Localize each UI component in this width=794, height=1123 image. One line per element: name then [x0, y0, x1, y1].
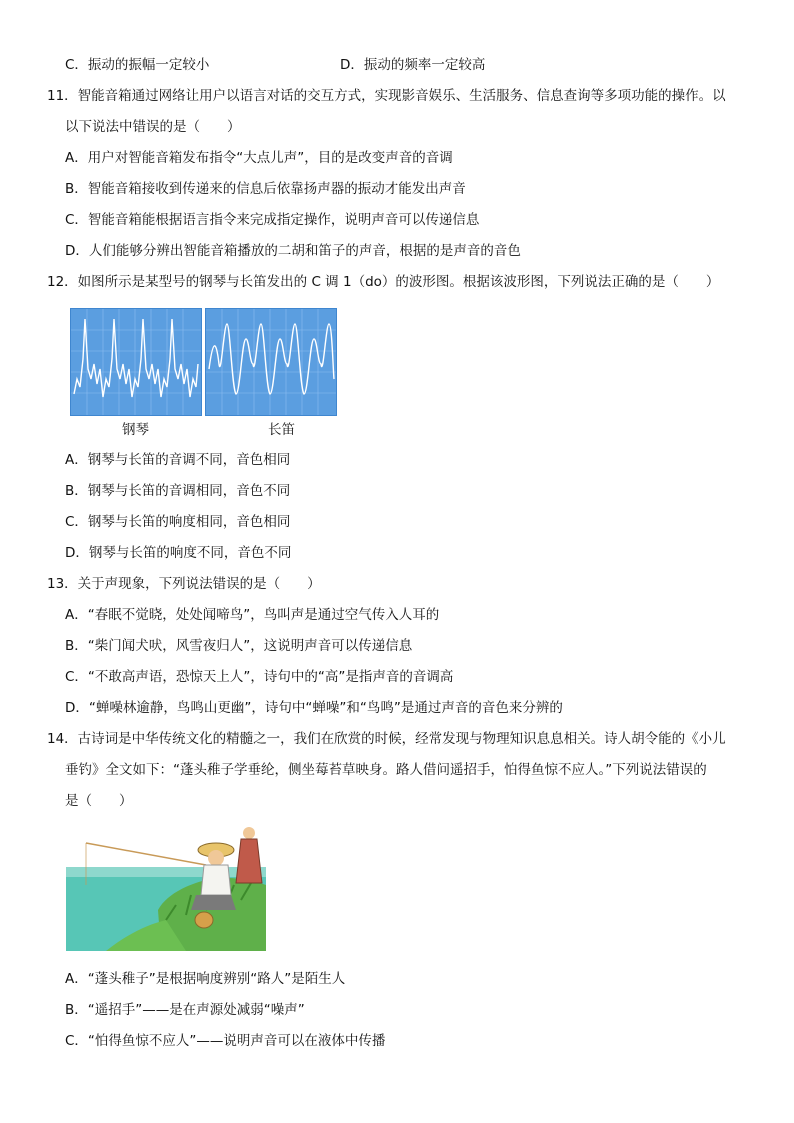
q14-stem-line2: 垂钓》全文如下：“蓬头稚子学垂纶，侧坐莓苔草映身。路人借问遥招手，怕得鱼惊不应人。”下列说法错误的: [65, 762, 707, 778]
q14-option-b: B．“遥招手”——是在声源处减弱“噪声”: [65, 1002, 305, 1018]
q10-option-d: D．振动的频率一定较高: [340, 57, 486, 73]
flute-grid: [206, 309, 336, 415]
q12-option-b: B．钢琴与长笛的音调相同，音色不同: [65, 483, 291, 499]
q11-option-c: C．智能音箱能根据语言指令来完成指定操作，说明声音可以传递信息: [65, 212, 480, 228]
q14-option-a: A．“蓬头稚子”是根据响度辨别“路人”是陌生人: [65, 971, 346, 987]
q13-option-a: A．“春眠不觉晓，处处闻啼鸟”，鸟叫声是通过空气传入人耳的: [65, 607, 440, 623]
q14-stem-line1: 14．古诗词是中华传统文化的精髓之一，我们在欣赏的时候，经常发现与物理知识息息相关。诗人胡令能的《小儿: [47, 731, 726, 747]
q13-option-b: B．“柴门闻犬吠，风雪夜归人”，这说明声音可以传递信息: [65, 638, 413, 654]
fishing-rod: [86, 843, 206, 865]
q12-option-a: A．钢琴与长笛的音调不同，音色相同: [65, 452, 291, 468]
boy-legs: [191, 895, 236, 910]
passerby-body: [236, 839, 262, 883]
fish-basket: [195, 912, 213, 928]
q13-stem: 13．关于声现象，下列说法错误的是（ ）: [47, 576, 321, 592]
piano-wave: [74, 319, 198, 397]
q13-option-c: C．“不敢高声语，恐惊天上人”，诗句中的“高”是指声音的音调高: [65, 669, 454, 685]
q11-stem-line2: 以下说法中错误的是（ ）: [65, 119, 241, 135]
flute-waveform-figure: [205, 308, 337, 416]
boy-head: [208, 850, 224, 866]
q12-option-d: D．钢琴与长笛的响度不同，音色不同: [65, 545, 292, 561]
fishing-scene-svg: [66, 825, 266, 951]
q11-option-b: B．智能音箱接收到传递来的信息后依靠扬声器的振动才能发出声音: [65, 181, 466, 197]
water-highlight: [66, 867, 266, 877]
piano-grid: [71, 309, 201, 415]
q11-stem-line1: 11．智能音箱通过网络让用户以语言对话的交互方式，实现影音娱乐、生活服务、信息查询等多项功能的操作。以: [47, 88, 726, 104]
piano-caption: 钢琴: [122, 422, 149, 438]
boy-body: [201, 865, 231, 895]
flute-caption: 长笛: [268, 422, 295, 438]
q13-option-d: D．“蝉噪林逾静，鸟鸣山更幽”，诗句中“蝉噪”和“鸟鸣”是通过声音的音色来分辨的: [65, 700, 563, 716]
q12-option-c: C．钢琴与长笛的响度相同，音色相同: [65, 514, 291, 530]
q12-stem: 12．如图所示是某型号的钢琴与长笛发出的 C 调 1（do）的波形图。根据该波形图，下列说法正确的是（ ）: [47, 274, 720, 290]
passerby-head: [243, 827, 255, 839]
q14-stem-line3: 是（ ）: [65, 793, 133, 809]
q14-option-c: C．“怕得鱼惊不应人”——说明声音可以在液体中传播: [65, 1033, 386, 1049]
q10-option-c: C．振动的振幅一定较小: [65, 57, 210, 73]
q11-option-d: D．人们能够分辨出智能音箱播放的二胡和笛子的声音，根据的是声音的音色: [65, 243, 521, 259]
flute-wave: [209, 324, 334, 394]
piano-waveform-svg: [71, 309, 201, 415]
flute-waveform-svg: [206, 309, 336, 415]
fishing-boy-illustration: [66, 825, 266, 951]
piano-waveform-figure: [70, 308, 202, 416]
q11-option-a: A．用户对智能音箱发布指令“大点儿声”，目的是改变声音的音调: [65, 150, 453, 166]
